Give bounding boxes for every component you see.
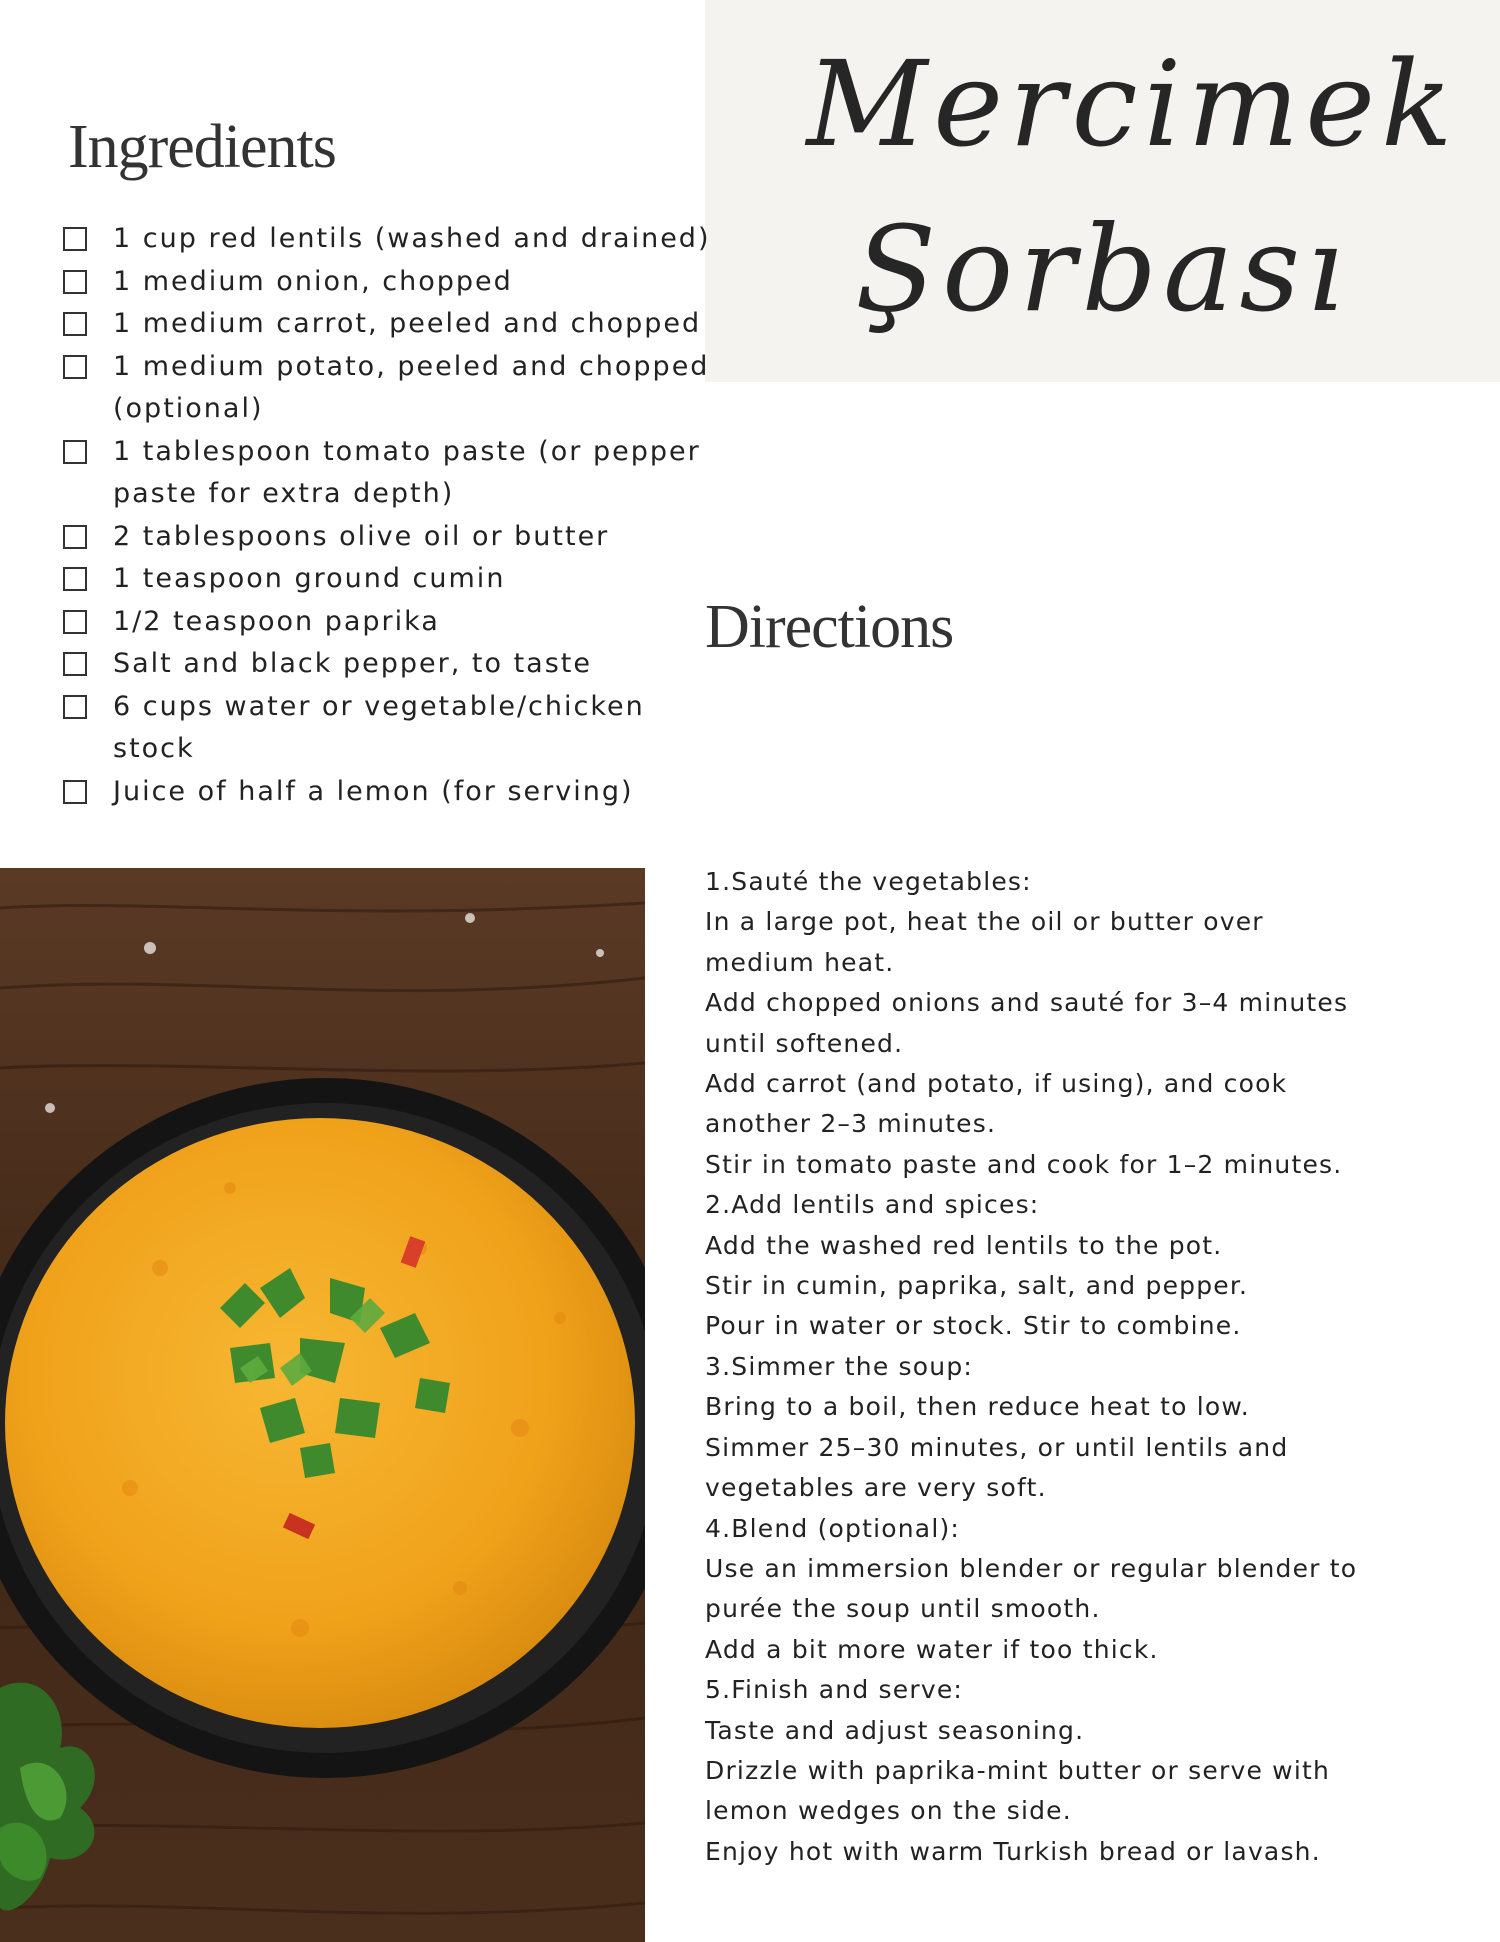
direction-line: Add the washed red lentils to the pot. xyxy=(705,1230,1223,1260)
ingredient-item xyxy=(63,643,723,686)
direction-step-title: 4.Blend (optional): xyxy=(705,1513,961,1543)
checkbox[interactable] xyxy=(63,652,87,676)
ingredient-text: Salt and black pepper, to taste xyxy=(113,648,592,679)
ingredient-item xyxy=(63,303,723,346)
ingredient-text: 1 medium onion, chopped xyxy=(113,265,513,297)
ingredient-item xyxy=(63,346,723,431)
ingredient-item xyxy=(63,771,723,814)
direction-line: lemon wedges on the side. xyxy=(705,1796,1072,1826)
ingredient-text: 6 cups water or vegetable/chicken stock xyxy=(113,690,645,764)
direction-line: medium heat. xyxy=(705,947,895,977)
ingredient-item xyxy=(63,431,723,516)
direction-line: until softened. xyxy=(705,1028,904,1058)
ingredient-item xyxy=(63,558,723,601)
checkbox[interactable] xyxy=(63,270,87,294)
checkbox[interactable] xyxy=(63,312,87,336)
ingredient-text: 1/2 teaspoon paprika xyxy=(113,605,440,637)
direction-step-title: 2.Add lentils and spices: xyxy=(705,1190,1040,1220)
direction-line: Use an immersion blender or regular blender to xyxy=(705,1553,1358,1583)
ingredient-item xyxy=(63,686,723,771)
checkbox[interactable] xyxy=(63,440,87,464)
direction-line: In a large pot, heat the oil or butter over xyxy=(705,907,1264,937)
direction-line: Taste and adjust seasoning. xyxy=(705,1715,1085,1745)
direction-line: Pour in water or stock. Stir to combine. xyxy=(705,1311,1242,1341)
direction-line: Stir in tomato paste and cook for 1–2 minutes. xyxy=(705,1149,1343,1179)
direction-line: Drizzle with paprika-mint butter or serve with xyxy=(705,1755,1331,1785)
direction-line: Add a bit more water if too thick. xyxy=(705,1634,1159,1664)
checkbox[interactable] xyxy=(63,610,87,634)
directions-text xyxy=(705,862,1465,1872)
ingredient-item xyxy=(63,516,723,559)
ingredient-item xyxy=(63,261,723,304)
direction-step-title: 1.Sauté the vegetables: xyxy=(705,867,1032,896)
direction-step-title: 5.Finish and serve: xyxy=(705,1675,964,1705)
direction-line: Enjoy hot with warm Turkish bread or lavash. xyxy=(705,1836,1321,1866)
ingredient-text: 1 cup red lentils (washed and drained) xyxy=(113,223,711,254)
direction-line: another 2–3 minutes. xyxy=(705,1109,997,1139)
checkbox[interactable] xyxy=(63,355,87,379)
direction-line: Simmer 25–30 minutes, or until lentils and xyxy=(705,1432,1289,1462)
title-panel xyxy=(705,0,1500,382)
ingredient-text: 1 teaspoon ground cumin xyxy=(113,563,506,594)
direction-line: Add carrot (and potato, if using), and cook xyxy=(705,1069,1288,1099)
recipe-title-line1: Mercimek xyxy=(806,35,1459,173)
direction-step-title: 3.Simmer the soup: xyxy=(705,1351,974,1381)
direction-line: Stir in cumin, paprika, salt, and pepper. xyxy=(705,1271,1249,1301)
lentil-soup-photo xyxy=(0,868,645,1942)
ingredient-item xyxy=(63,218,723,261)
checkbox[interactable] xyxy=(63,567,87,591)
ingredient-text: Juice of half a lemon (for serving) xyxy=(113,775,634,807)
direction-line: Bring to a boil, then reduce heat to low. xyxy=(705,1392,1250,1422)
ingredient-text: 1 medium potato, peeled and chopped (optional) xyxy=(113,350,710,424)
ingredients-list xyxy=(63,218,723,813)
ingredient-item xyxy=(63,601,723,644)
checkbox[interactable] xyxy=(63,227,87,251)
ingredients-heading: Ingredients xyxy=(68,113,336,181)
checkbox[interactable] xyxy=(63,695,87,719)
direction-line: Add chopped onions and sauté for 3–4 minutes xyxy=(705,988,1349,1018)
checkbox[interactable] xyxy=(63,780,87,804)
ingredient-text: 1 medium carrot, peeled and chopped xyxy=(113,308,702,339)
recipe-title-line2: Şorbası xyxy=(855,200,1350,338)
direction-line: purée the soup until smooth. xyxy=(705,1594,1101,1624)
ingredient-text: 2 tablespoons olive oil or butter xyxy=(113,520,610,552)
checkbox[interactable] xyxy=(63,525,87,549)
direction-line: vegetables are very soft. xyxy=(705,1473,1047,1503)
ingredient-text: 1 tablespoon tomato paste (or pepper paste for extra depth) xyxy=(113,435,701,509)
directions-heading: Directions xyxy=(705,593,954,661)
